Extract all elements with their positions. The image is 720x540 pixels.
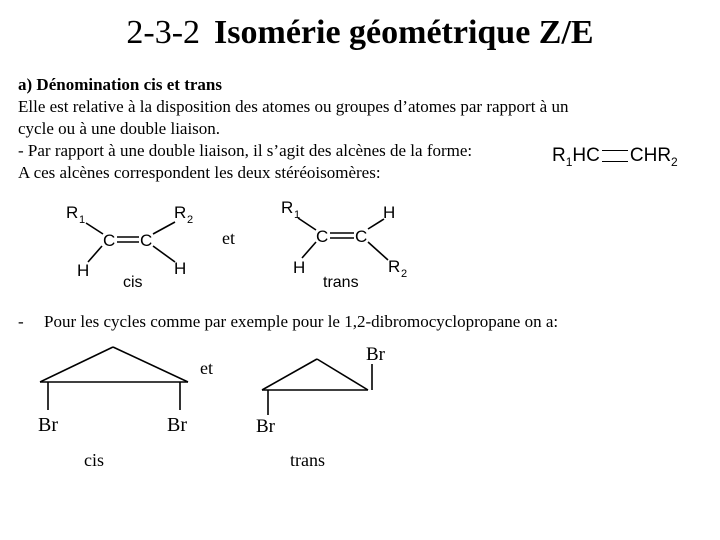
cis-bond-h-left — [88, 246, 102, 262]
formula-sub-1: 1 — [565, 154, 573, 169]
cycle-connector-et: et — [200, 358, 213, 378]
cis-h-right: H — [174, 259, 187, 278]
cycles-dash: - — [18, 312, 24, 331]
cis-bond-r1 — [86, 223, 103, 234]
cis-ring-right — [113, 347, 188, 382]
cis-r1-symbol: R — [66, 203, 79, 222]
title-number: 2-3-2 — [126, 14, 201, 51]
cis-cyclopropane-structure — [38, 347, 188, 470]
cis-label: cis — [123, 274, 143, 291]
trans-ring-left — [262, 359, 317, 390]
formula-hc: HC — [572, 145, 600, 166]
trans-r1-symbol: R — [281, 198, 294, 217]
trans-label: trans — [323, 274, 359, 291]
trans-h-bottom: H — [293, 258, 306, 277]
cis-alkene-structure — [66, 203, 193, 291]
formula-sub-2: 2 — [671, 154, 678, 169]
cis-ring-left — [40, 347, 113, 382]
cis-r2-symbol: R — [174, 203, 187, 222]
alkene-connector-et: et — [222, 228, 235, 248]
text-line-3: - Par rapport à une double liaison, il s’agit des alcènes de la forme: — [18, 141, 473, 160]
trans-bond-h — [368, 219, 384, 229]
trans-c-right: C — [355, 227, 368, 246]
trans-r2-subscript: 2 — [401, 268, 408, 280]
cis-c-left: C — [103, 231, 116, 250]
text-line-4: A ces alcènes correspondent les deux stéréoisomères: — [18, 163, 381, 182]
trans-br-bottom: Br — [256, 416, 275, 437]
trans-bond-r2 — [368, 242, 388, 260]
cycles-text-line: Pour les cycles comme par exemple pour le 1,2-dibromocyclopropane on a: — [44, 312, 559, 331]
formula-r: R — [552, 145, 566, 166]
cis-bond-r2 — [153, 222, 175, 234]
cycle-cis-label: cis — [84, 450, 104, 470]
trans-br-top: Br — [366, 344, 385, 365]
cis-h-left: H — [77, 261, 90, 280]
section-a-heading: a) Dénomination cis et trans — [18, 75, 222, 94]
trans-cyclopropane-structure — [256, 344, 386, 470]
trans-r2-symbol: R — [388, 257, 401, 276]
trans-ring-right — [317, 359, 368, 390]
text-line-1: Elle est relative à la disposition des atomes ou groupes d’atomes par rapport à un — [18, 97, 569, 116]
cycle-trans-label: trans — [290, 450, 325, 470]
text-line-2: cycle ou à une double liaison. — [18, 119, 221, 138]
cis-br-right: Br — [167, 414, 187, 436]
trans-r1-subscript: 1 — [294, 209, 301, 221]
title-text: Isomérie géométrique Z/E — [214, 14, 594, 51]
trans-h-top: H — [383, 203, 396, 222]
trans-bond-h-bottom — [302, 242, 316, 258]
cis-br-left: Br — [38, 414, 58, 436]
formula-chr: CHR — [629, 145, 672, 166]
cis-r2-subscript: 2 — [187, 214, 194, 226]
cis-c-right: C — [140, 231, 153, 250]
cis-r1-subscript: 1 — [79, 214, 86, 226]
trans-c-left: C — [316, 227, 329, 246]
trans-bond-r1 — [298, 218, 316, 230]
trans-alkene-structure — [281, 198, 407, 291]
cis-bond-h-right — [153, 246, 175, 262]
